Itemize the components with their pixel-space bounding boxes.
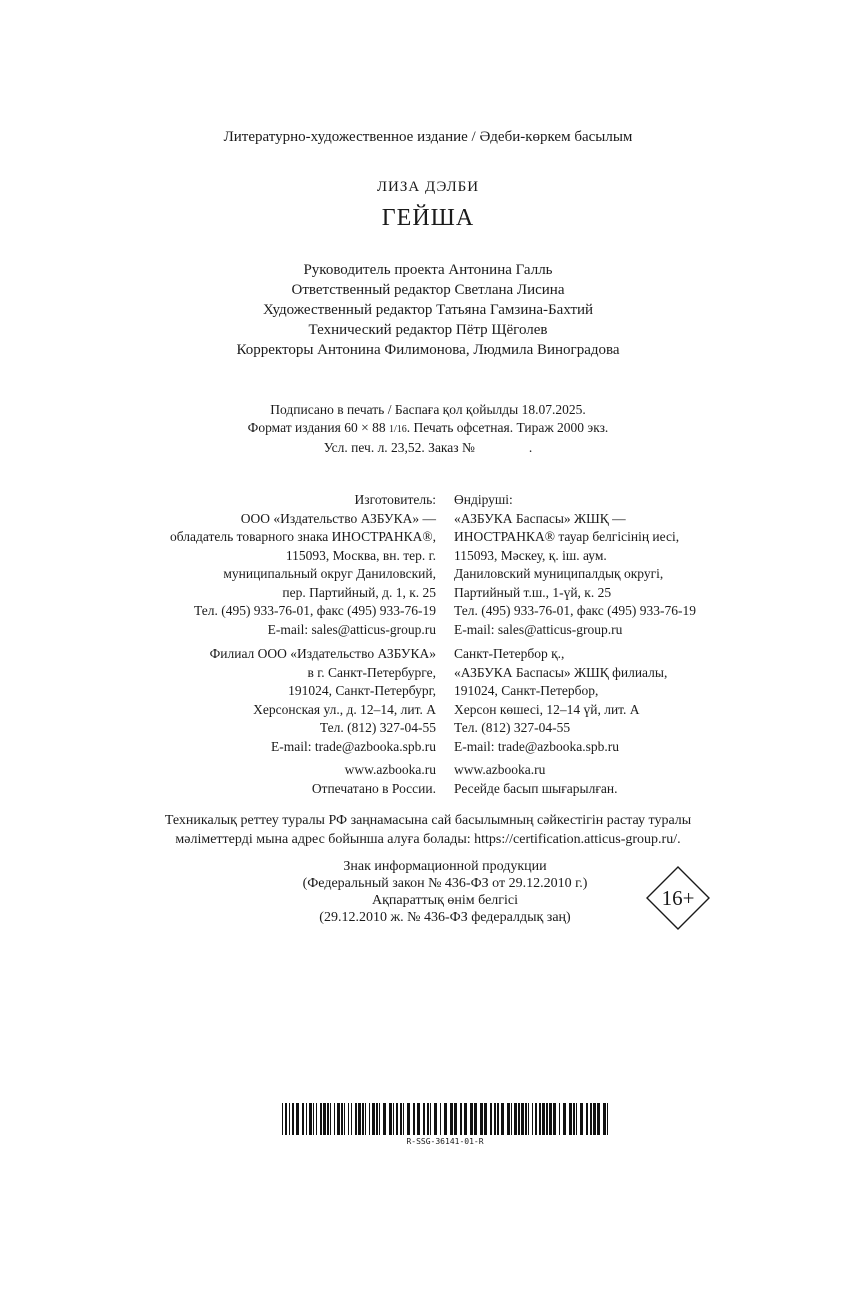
barcode-bar <box>306 1103 307 1135</box>
barcode-bar <box>376 1103 378 1135</box>
credit-line: Корректоры Антонина Филимонова, Людмила Виноградова <box>236 342 620 358</box>
manufacturer-kz-line: Тел. (495) 933-76-01, факс (495) 933-76-19 <box>454 603 697 618</box>
format-fraction: 1/16 <box>388 424 407 435</box>
barcode-bar <box>434 1103 437 1135</box>
barcode <box>282 1103 608 1135</box>
branch-ru-line: в г. Санкт-Петербурге, <box>307 664 436 680</box>
barcode-bar <box>344 1103 345 1135</box>
branch-kz-line: Херсон көшесі, 12–14 үй, лит. А <box>454 701 640 717</box>
manufacturer-kz-line: Партийный т.ш., 1-үй, к. 25 <box>454 584 612 600</box>
barcode-bar <box>427 1103 429 1135</box>
barcode-bar <box>369 1103 370 1135</box>
barcode-bar <box>389 1103 392 1135</box>
barcode-bar <box>511 1103 512 1135</box>
barcode-bar <box>355 1103 357 1135</box>
barcode-bar <box>423 1103 425 1135</box>
barcode-bar <box>607 1103 608 1135</box>
barcode-bar <box>413 1103 415 1135</box>
publisher-ru-column <box>170 491 436 798</box>
barcode-bar <box>444 1103 447 1135</box>
certification-line: мәліметтерді мына адрес бойынша алуға болады: https://certification.atticus-group.ru/. <box>175 832 681 847</box>
info-sign-line: Ақпараттық өнім белгісі <box>371 893 519 908</box>
barcode-bar <box>292 1103 294 1135</box>
manufacturer-kz-line: Даниловский муниципалдық округі, <box>454 566 664 581</box>
branch-ru-line: Тел. (812) 327-04-55 <box>319 720 436 735</box>
barcode-bar <box>403 1103 404 1135</box>
barcode-bar <box>597 1103 600 1135</box>
barcode-bar <box>316 1103 317 1135</box>
info-product-sign <box>240 858 650 926</box>
barcode-bar <box>341 1103 343 1135</box>
barcode-bar <box>528 1103 529 1135</box>
book-title: ГЕЙША <box>381 205 475 231</box>
barcode-number: R-SSG-36141-01-R <box>406 1137 484 1146</box>
manufacturer-kz-line: ИНОСТРАНКА® тауар белгісінің иесі, <box>454 529 680 544</box>
barcode-bar <box>546 1103 548 1135</box>
branch-ru-line: Херсонская ул., д. 12–14, лит. А <box>253 701 436 717</box>
credits-block <box>0 260 856 360</box>
barcode-bar <box>365 1103 366 1135</box>
branch-kz-line: E-mail: trade@azbooka.spb.ru <box>454 738 619 754</box>
signed-to-print: Подписано в печать / Баспаға қол қойылды 18.07.2025. <box>270 402 586 417</box>
barcode-bar <box>494 1103 496 1135</box>
edition-type: Литературно-художественное издание / Әдеби-көркем басылым <box>223 129 633 145</box>
barcode-bar <box>590 1103 592 1135</box>
branch-kz-line: «АЗБУКА Баспасы» ЖШҚ филиалы, <box>454 664 668 680</box>
barcode-bar <box>320 1103 322 1135</box>
manufacturer-ru-line: пер. Партийный, д. 1, к. 25 <box>282 584 436 600</box>
barcode-bar <box>580 1103 583 1135</box>
barcode-bar <box>379 1103 380 1135</box>
barcode-bar <box>351 1103 352 1135</box>
barcode-bar <box>285 1103 287 1135</box>
barcode-bar <box>480 1103 483 1135</box>
barcode-bar <box>330 1103 331 1135</box>
print-info <box>0 401 856 457</box>
barcode-bar <box>484 1103 487 1135</box>
barcode-bar <box>470 1103 473 1135</box>
barcode-bar <box>514 1103 517 1135</box>
barcode-bar <box>400 1103 402 1135</box>
barcode-bar <box>309 1103 312 1135</box>
barcode-bar <box>393 1103 394 1135</box>
info-sign-line: (29.12.2010 ж. № 436-ФЗ федералдық заң) <box>319 910 571 925</box>
barcode-bar <box>327 1103 329 1135</box>
manufacturer-ru-line: обладатель товарного знака ИНОСТРАНКА®, <box>170 529 436 544</box>
barcode-bar <box>323 1103 326 1135</box>
info-sign-line: (Федеральный закон № 436-ФЗ от 29.12.2010 г.) <box>302 876 588 891</box>
barcode-bar <box>460 1103 462 1135</box>
branch-kz-line: Тел. (812) 327-04-55 <box>454 720 571 735</box>
barcode-bar <box>586 1103 588 1135</box>
barcode-bar <box>539 1103 541 1135</box>
website-ru: www.azbooka.ru <box>344 762 436 777</box>
barcode-bar <box>337 1103 340 1135</box>
credit-line: Руководитель проекта Антонина Галль <box>303 262 553 278</box>
branch-ru-line: Филиал ООО «Издательство АЗБУКА» <box>209 646 436 661</box>
website-kz: www.azbooka.ru <box>454 762 546 777</box>
age-rating-badge <box>646 866 710 930</box>
barcode-bar <box>549 1103 552 1135</box>
branch-kz-line: 191024, Санкт-Петербор, <box>454 683 599 698</box>
barcode-bar <box>302 1103 304 1135</box>
barcode-bar <box>313 1103 314 1135</box>
barcode-bar <box>497 1103 499 1135</box>
barcode-bar <box>603 1103 606 1135</box>
manufacturer-kz-line: E-mail: sales@atticus-group.ru <box>454 621 623 637</box>
barcode-bar <box>573 1103 575 1135</box>
barcode-bar <box>362 1103 364 1135</box>
barcode-bar <box>569 1103 572 1135</box>
barcode-bar <box>417 1103 420 1135</box>
barcode-bar <box>450 1103 453 1135</box>
certification-note <box>0 811 856 849</box>
manufacturer-ru-line: Тел. (495) 933-76-01, факс (495) 933-76-19 <box>193 603 436 618</box>
format-line <box>0 419 856 439</box>
format-prefix: Формат издания 60 × 88 <box>247 420 389 435</box>
barcode-bar <box>383 1103 386 1135</box>
barcode-bar <box>521 1103 524 1135</box>
barcode-bar <box>525 1103 527 1135</box>
barcode-bar <box>535 1103 537 1135</box>
manufacturer-kz-line: Өндіруші: <box>454 492 513 507</box>
credit-line: Ответственный редактор Светлана Лисина <box>291 282 565 298</box>
manufacturer-kz-line: 115093, Мәскеу, қ. іш. аум. <box>454 547 607 563</box>
manufacturer-kz-line: «АЗБУКА Баспасы» ЖШҚ — <box>454 510 626 526</box>
barcode-bar <box>593 1103 596 1135</box>
barcode-bar <box>559 1103 560 1135</box>
barcode-bar <box>430 1103 431 1135</box>
credit-line: Технический редактор Пётр Щёголев <box>308 322 548 338</box>
barcode-bar <box>474 1103 477 1135</box>
publisher-kz-column <box>454 491 696 798</box>
barcode-bar <box>358 1103 361 1135</box>
manufacturer-ru-line: муниципальный округ Даниловский, <box>223 566 436 581</box>
barcode-bar <box>563 1103 566 1135</box>
manufacturer-ru-line: E-mail: sales@atticus-group.ru <box>267 621 436 637</box>
manufacturer-ru-line: Изготовитель: <box>354 492 436 507</box>
format-suffix: . Печать офсетная. Тираж 2000 экз. <box>406 420 609 435</box>
barcode-bar <box>440 1103 441 1135</box>
manufacturer-ru-line: ООО «Издательство АЗБУКА» — <box>240 510 436 526</box>
barcode-bar <box>372 1103 375 1135</box>
info-sign-line: Знак информационной продукции <box>343 859 547 874</box>
sheets-order: Усл. печ. л. 23,52. Заказ № . <box>323 440 533 455</box>
barcode-bar <box>348 1103 349 1135</box>
author-name: ЛИЗА ДЭЛБИ <box>376 179 480 195</box>
barcode-bar <box>396 1103 398 1135</box>
barcode-bar <box>454 1103 457 1135</box>
barcode-bar <box>289 1103 290 1135</box>
manufacturer-ru-line: 115093, Москва, вн. тер. г. <box>285 547 436 563</box>
barcode-bar <box>282 1103 283 1135</box>
barcode-bar <box>518 1103 520 1135</box>
branch-kz-line: Санкт-Петербор қ., <box>454 646 565 661</box>
barcode-bar <box>507 1103 510 1135</box>
barcode-bar <box>490 1103 492 1135</box>
barcode-bar <box>532 1103 533 1135</box>
printed-in-ru: Отпечатано в России. <box>311 780 436 796</box>
barcode-bar <box>334 1103 335 1135</box>
branch-ru-line: E-mail: trade@azbooka.spb.ru <box>271 738 436 754</box>
barcode-bar <box>542 1103 545 1135</box>
barcode-icon <box>282 1103 608 1135</box>
certification-line: Техникалық реттеу туралы РФ заңнамасына сай басылымның сәйкестігін растау туралы <box>164 813 692 828</box>
barcode-bar <box>296 1103 299 1135</box>
barcode-bar <box>576 1103 577 1135</box>
barcode-bar <box>553 1103 556 1135</box>
credit-line: Художественный редактор Татьяна Гамзина-Бахтий <box>262 302 594 318</box>
branch-ru-line: 191024, Санкт-Петербург, <box>288 683 436 698</box>
barcode-bar <box>407 1103 410 1135</box>
barcode-bar <box>464 1103 467 1135</box>
barcode-bar <box>501 1103 504 1135</box>
age-rating-label: 16+ <box>661 885 695 910</box>
printed-in-kz: Ресейде басып шығарылған. <box>454 780 618 796</box>
